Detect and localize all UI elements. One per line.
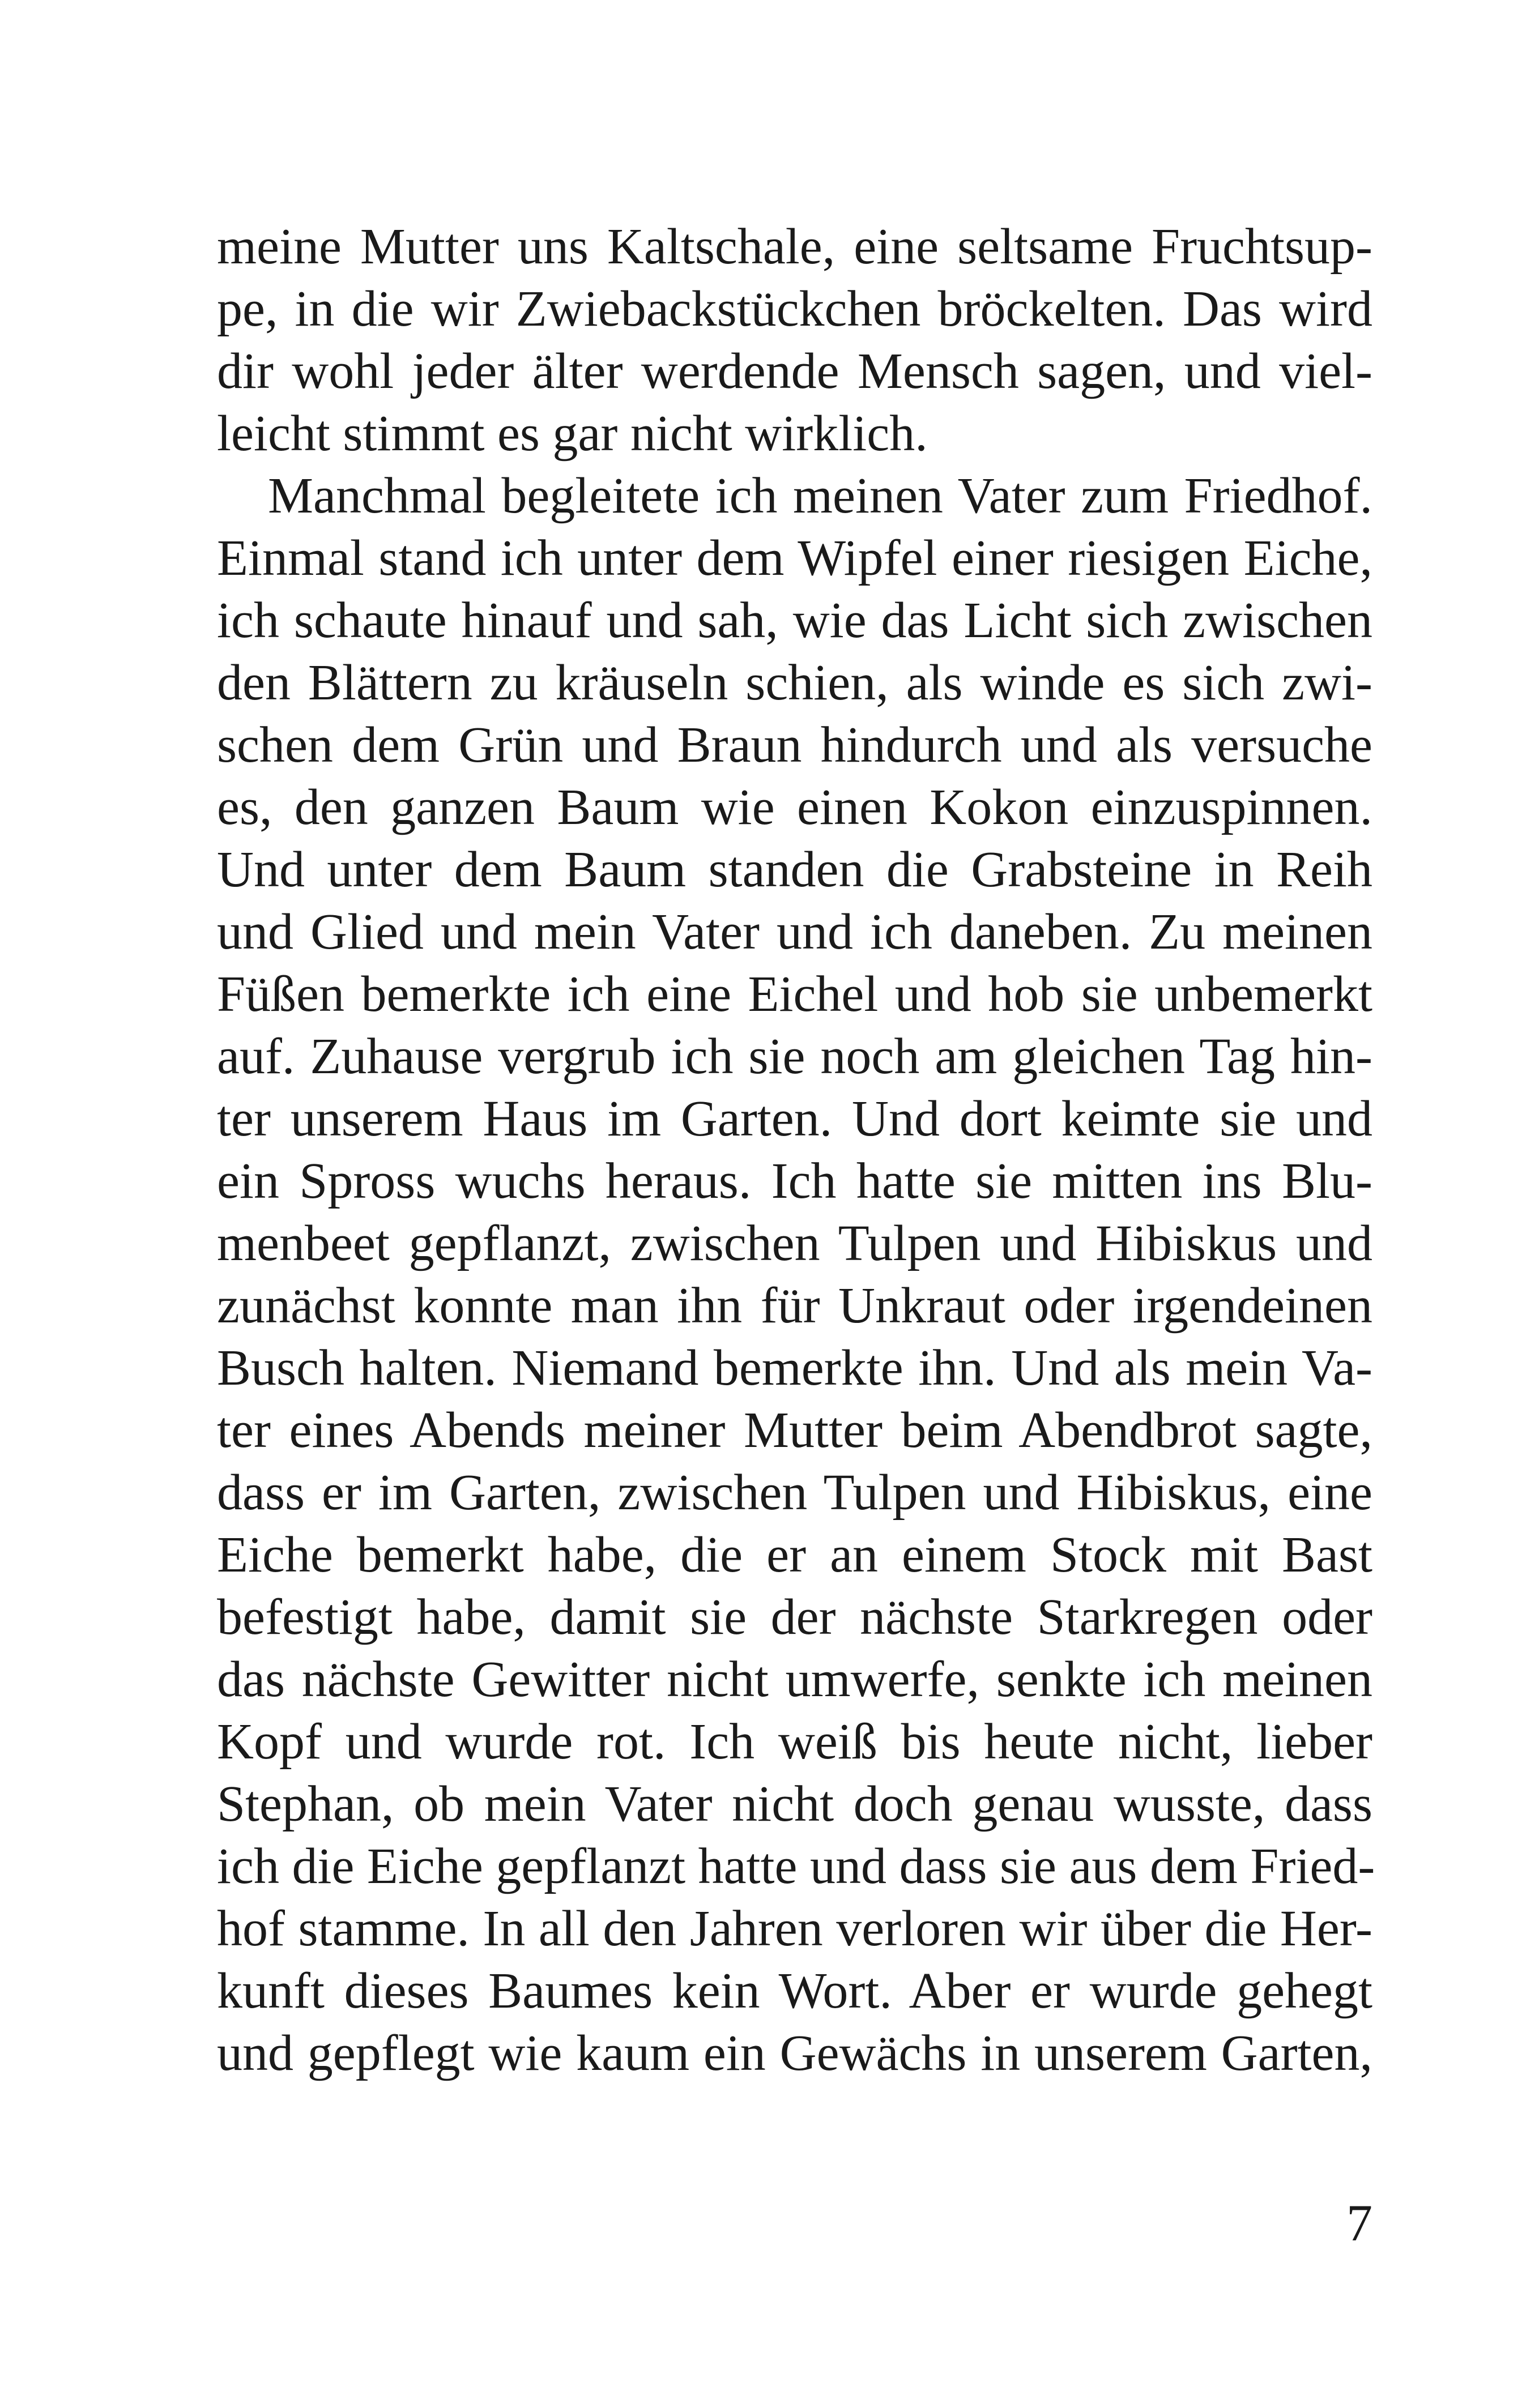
text-line: Eiche bemerkt habe, die er an einem Stock mit Bast [217, 1527, 1372, 1583]
text-line: schen dem Grün und Braun hindurch und als versuche [217, 717, 1372, 773]
text-line: und gepflegt wie kaum ein Gewächs in unserem Garten, [217, 2025, 1372, 2081]
text-line: Füßen bemerkte ich eine Eichel und hob sie unbemerkt [217, 966, 1372, 1022]
text-line: das nächste Gewitter nicht umwerfe, senkte ich meinen [217, 1651, 1372, 1707]
text-line: Stephan, ob mein Vater nicht doch genau wusste, dass [217, 1776, 1372, 1832]
text-line: dass er im Garten, zwischen Tulpen und Hibiskus, eine [217, 1465, 1372, 1521]
text-line: Einmal stand ich unter dem Wipfel einer riesigen Eiche, [217, 530, 1372, 586]
text-line: ich die Eiche gepflanzt hatte und dass sie aus dem Fried- [217, 1838, 1375, 1894]
text-line: auf. Zuhause vergrub ich sie noch am gleichen Tag hin- [217, 1028, 1372, 1085]
text-line: ter eines Abends meiner Mutter beim Abendbrot sagte, [217, 1402, 1372, 1458]
text-line: Und unter dem Baum standen die Grabsteine in Reih [217, 842, 1372, 898]
text-line: Manchmal begleitete ich meinen Vater zum Friedhof. [268, 468, 1372, 524]
page-number: 7 [1346, 2194, 1372, 2252]
text-line: ein Spross wuchs heraus. Ich hatte sie mitten ins Blu- [217, 1153, 1372, 1209]
text-line: leicht stimmt es gar nicht wirklich. [217, 405, 928, 462]
text-line: zunächst konnte man ihn für Unkraut oder irgendeinen [217, 1278, 1372, 1334]
text-line: Busch halten. Niemand bemerkte ihn. Und als mein Va- [217, 1340, 1372, 1396]
text-line: meine Mutter uns Kaltschale, eine seltsame Fruchtsup- [217, 219, 1372, 275]
text-line: Kopf und wurde rot. Ich weiß bis heute nicht, lieber [217, 1714, 1372, 1770]
text-line: kunft dieses Baumes kein Wort. Aber er wurde gehegt [217, 1963, 1372, 2019]
text-line: es, den ganzen Baum wie einen Kokon einzuspinnen. [217, 779, 1372, 835]
body-text [217, 216, 1375, 2085]
text-line: und Glied und mein Vater und ich daneben. Zu meinen [217, 904, 1372, 960]
text-line: befestigt habe, damit sie der nächste Starkregen oder [217, 1589, 1372, 1645]
text-line: ich schaute hinauf und sah, wie das Licht sich zwischen [217, 592, 1372, 648]
text-line: menbeet gepflanzt, zwischen Tulpen und Hibiskus und [217, 1215, 1372, 1271]
text-line: den Blättern zu kräuseln schien, als winde es sich zwi- [217, 655, 1372, 711]
text-line: dir wohl jeder älter werdende Mensch sagen, und viel- [217, 343, 1372, 399]
text-line: hof stamme. In all den Jahren verloren wir über die Her- [217, 1901, 1372, 1957]
paragraph [217, 216, 1372, 465]
text-line: ter unserem Haus im Garten. Und dort keimte sie und [217, 1091, 1372, 1147]
paragraph [217, 465, 1375, 2085]
text-line: pe, in die wir Zwiebackstückchen bröckelten. Das wird [217, 281, 1372, 337]
